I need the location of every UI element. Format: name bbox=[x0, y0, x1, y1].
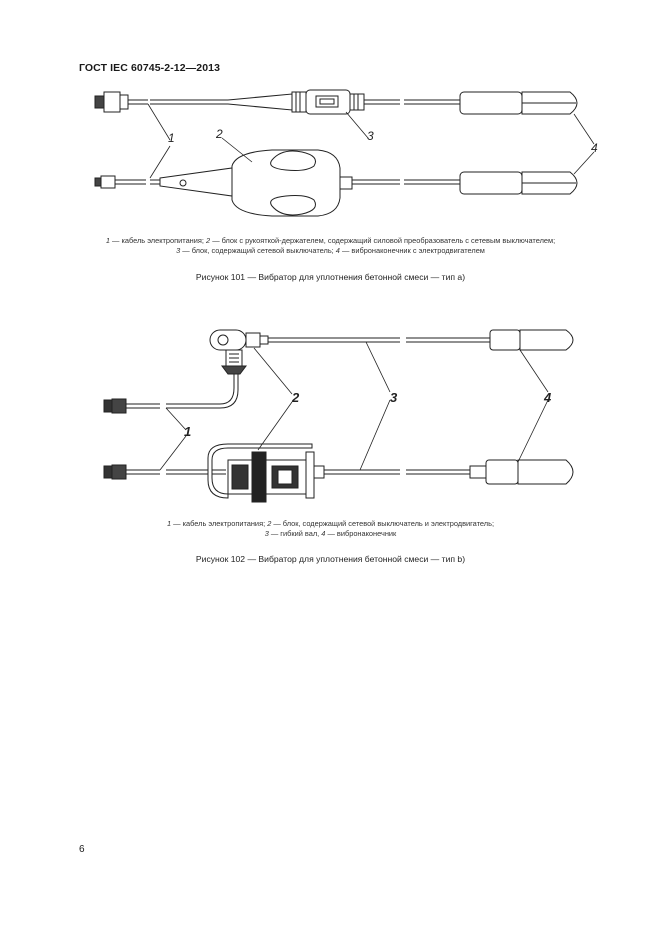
fig101-legend bbox=[0, 236, 661, 256]
fig102-label-2: 2 bbox=[292, 390, 300, 405]
fig101-label-1: 1 bbox=[168, 131, 175, 145]
document-code: ГОСТ IEC 60745-2-12—2013 bbox=[79, 62, 221, 74]
fig102-label-4: 4 bbox=[544, 390, 552, 405]
fig101-legend-line2: 3 — блок, содержащий сетевой выключатель; 4 — вибронаконечник с электродвигателем bbox=[176, 246, 485, 255]
vibrator-head-top bbox=[460, 92, 577, 114]
plug-connector-top bbox=[95, 92, 128, 112]
vibrator-head-bottom bbox=[460, 172, 577, 194]
plug-connector-bottom bbox=[95, 176, 115, 188]
vibrator-head-bottom-fig102 bbox=[486, 460, 573, 484]
fig101-legend-line1: 1 — кабель электропитания; 2 — блок с рукояткой-держателем, содержащий силовой преобразователь с сетевым выключателем; bbox=[105, 236, 556, 245]
fig101-label-4: 4 bbox=[591, 141, 598, 155]
figure-101-drawing bbox=[0, 80, 661, 230]
plug-bottom-fig102 bbox=[104, 465, 126, 479]
page-number: 6 bbox=[79, 844, 85, 855]
fig102-label-3: 3 bbox=[390, 390, 398, 405]
plug-top-fig102 bbox=[104, 399, 126, 413]
fig101-label-3: 3 bbox=[367, 129, 374, 143]
fig102-title: Рисунок 102 — Вибратор для уплотнения бетонной смеси — тип b) bbox=[195, 554, 466, 564]
switch-block bbox=[292, 90, 364, 114]
fig102-legend-line1: 1 — кабель электропитания; 2 — блок, содержащий сетевой выключатель и электродвигатель; bbox=[167, 519, 494, 528]
switch-housing-top bbox=[210, 330, 268, 374]
vibrator-head-top-fig102 bbox=[490, 330, 573, 350]
fig102-label-1: 1 bbox=[184, 424, 192, 439]
fig101-label-2: 2 bbox=[216, 127, 223, 141]
fig101-title: Рисунок 101 — Вибратор для уплотнения бетонной смеси — тип a) bbox=[195, 272, 466, 282]
motor-block-frame bbox=[208, 444, 324, 502]
fig102-legend-line2: 3 — гибкий вал, 4 — вибронаконечник bbox=[264, 529, 397, 538]
fig102-legend bbox=[0, 519, 661, 539]
figure-102-drawing bbox=[0, 320, 661, 510]
